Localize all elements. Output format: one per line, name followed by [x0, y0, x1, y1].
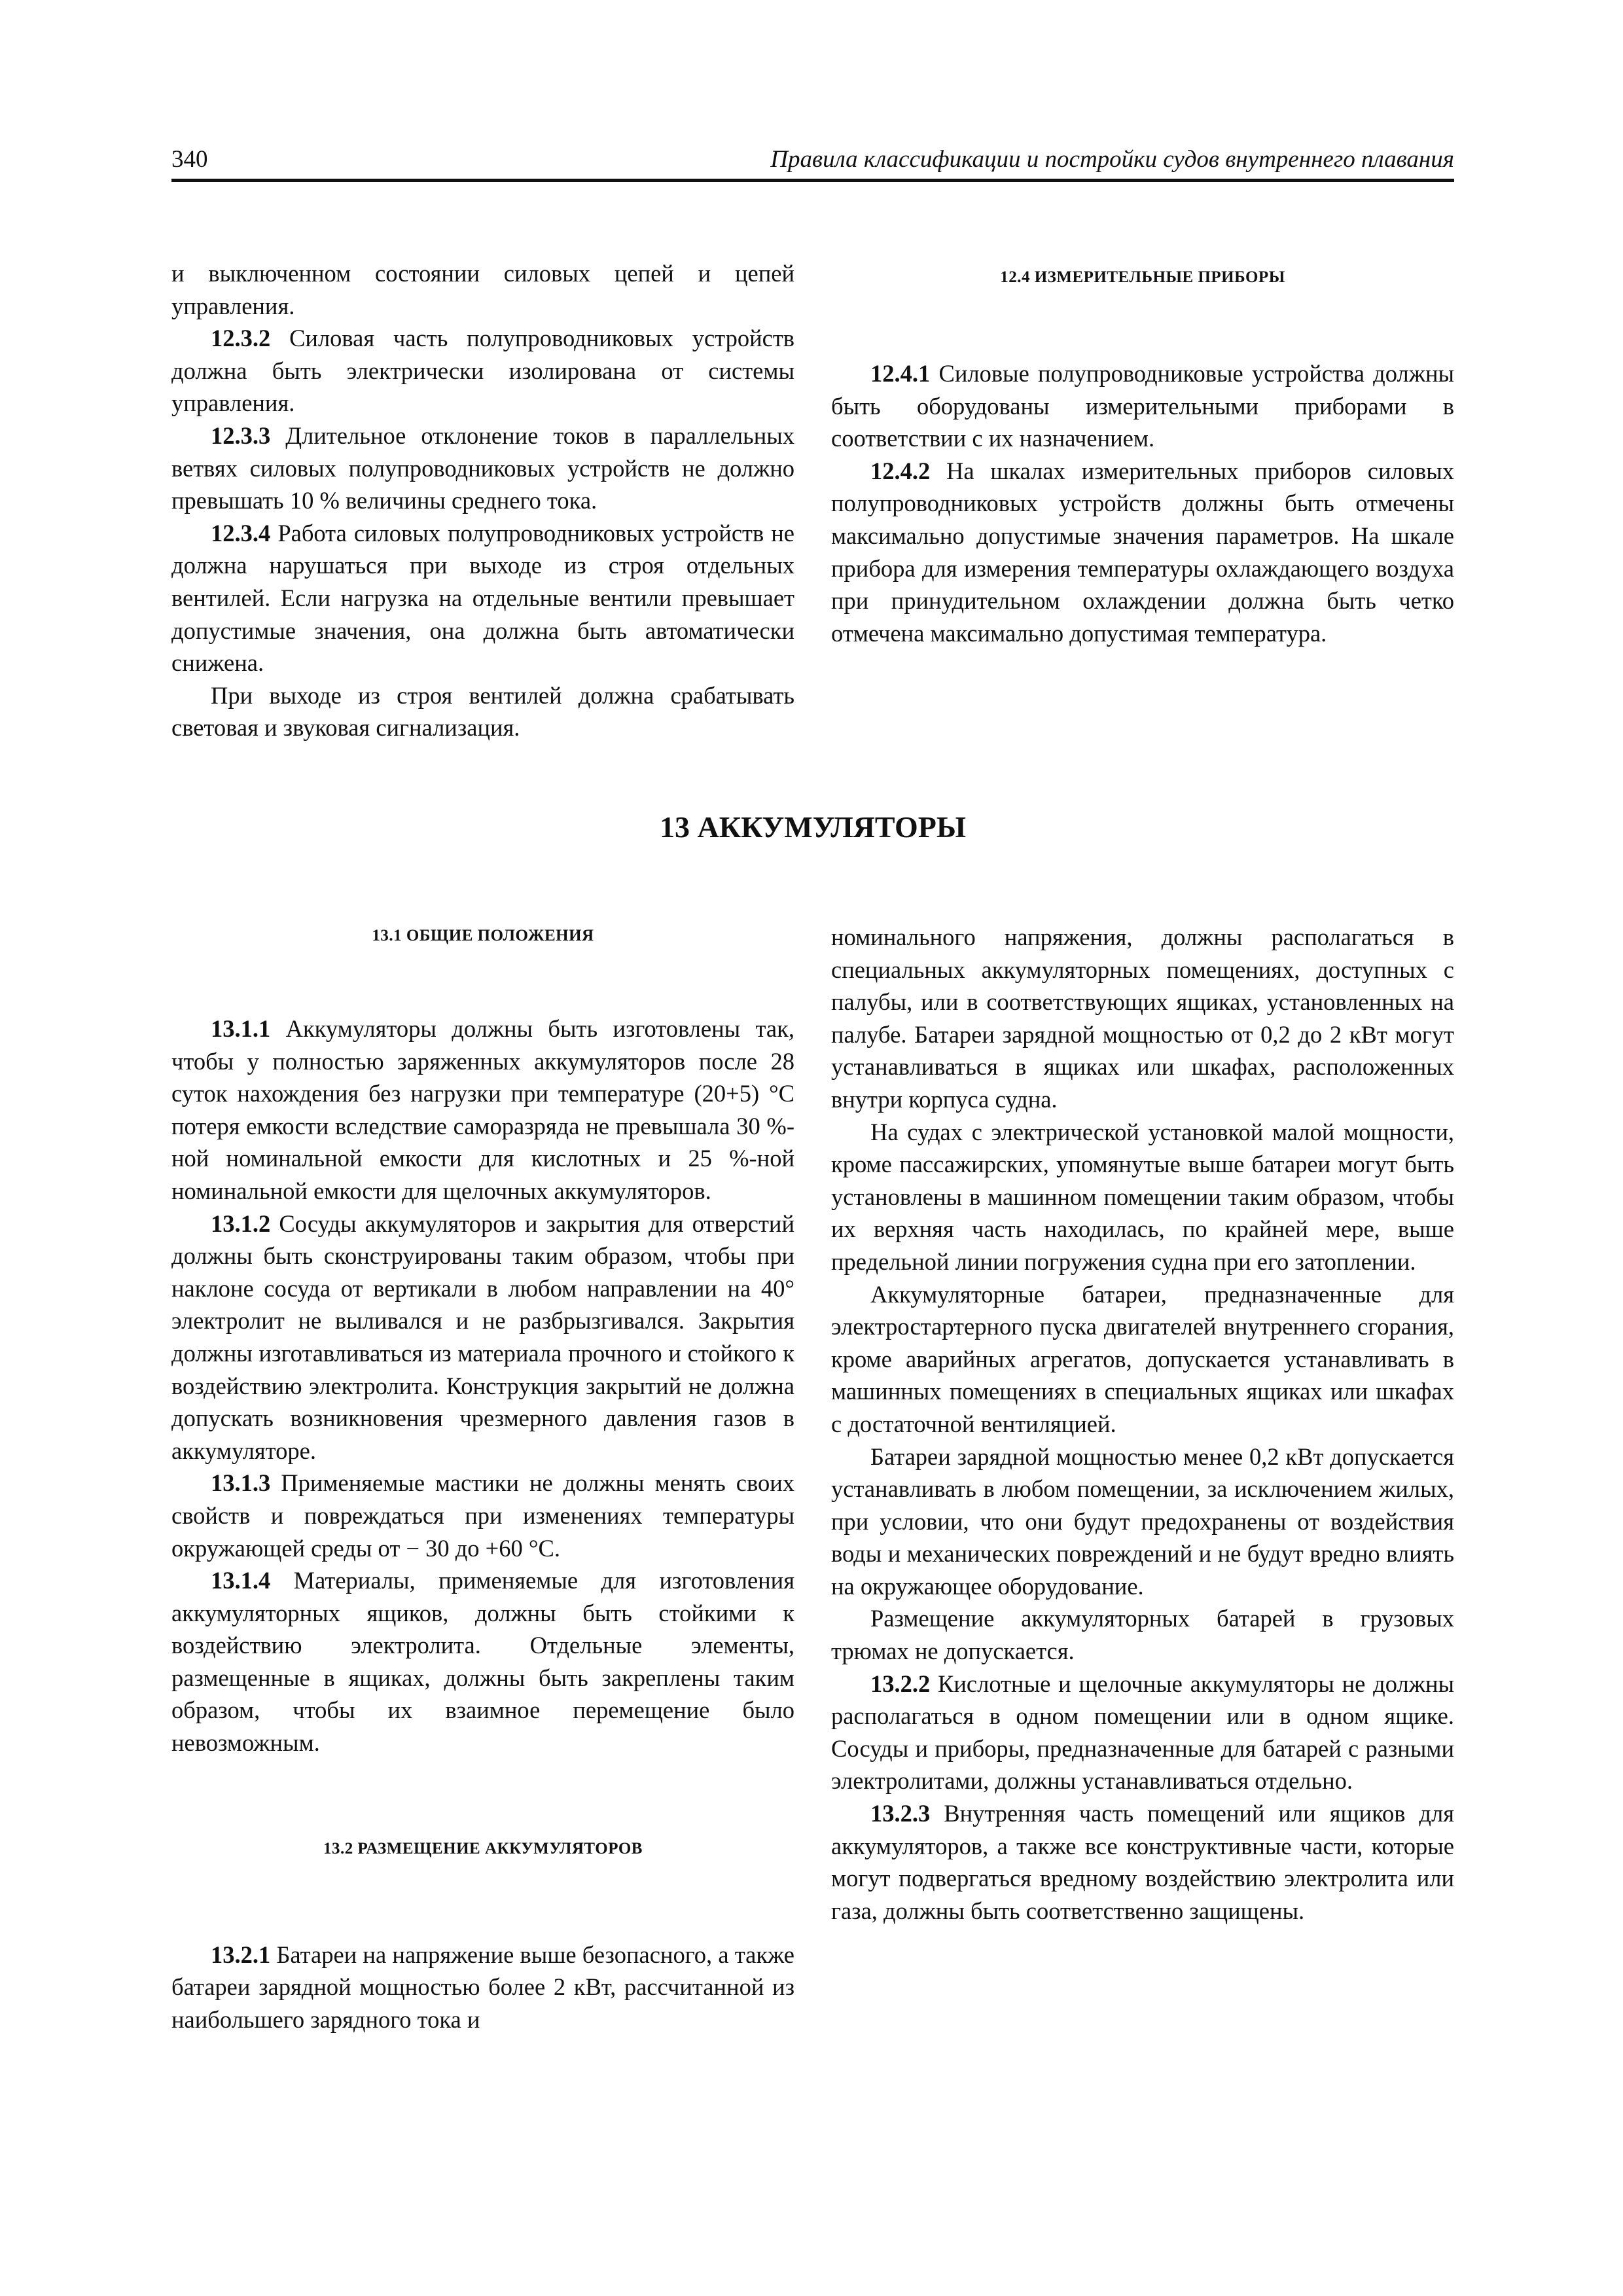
paragraph-12-4-1: 12.4.1 Силовые полупроводниковые устройства должны быть оборудованы измерительными приборами в соответствии с их назначением.: [831, 360, 1454, 452]
paragraph: номинального напряжения, должны располагаться в специальных аккумуляторных помещениях, доступных с палубы, или в соответствующих ящиках, установленных на палубе. Батареи зарядной мощностью от 0,2 до 2 кВт могут устанавливаться в ящиках или шкафах, расположенных внутри корпуса судна.: [831, 924, 1454, 1113]
paragraph-13-1-3: 13.1.3 Применяемые мастики не должны менять своих свойств и повреждаться при изменениях температуры окружающей среды от − 30 до +60 °С.: [171, 1469, 794, 1562]
bottom-left-column: [171, 921, 794, 2036]
page-number: 340: [171, 146, 208, 173]
clause-number: 13.1.4: [211, 1567, 271, 1594]
paragraph-13-2-1: 13.2.1 Батареи на напряжение выше безопасного, а также батареи зарядной мощностью более 2 кВт, рассчитанной из наибольшего зарядного тока и: [171, 1941, 794, 2033]
clause-number: 13.1.1: [211, 1015, 271, 1042]
paragraph-13-1-4: 13.1.4 Материалы, применяемые для изготовления аккумуляторных ящиков, должны быть стойкими к воздействию электролита. Отдельные элементы, размещенные в ящиках, должны быть закреплены таким образом, чтобы их взаимное перемещение было невозможным.: [171, 1567, 794, 1757]
clause-number: 12.3.4: [211, 519, 271, 547]
clause-number: 12.4.2: [870, 457, 931, 484]
paragraph: и выключенном состоянии силовых цепей и цепей управления.: [171, 260, 794, 319]
clause-number: 13.2.3: [870, 1800, 931, 1827]
clause-number: 13.1.3: [211, 1469, 271, 1497]
paragraph: Размещение аккумуляторных батарей в грузовых трюмах не допускается.: [831, 1605, 1454, 1665]
paragraph-12-3-2: 12.3.2 Силовая часть полупроводниковых устройств должна быть электрически изолирована от системы управления.: [171, 325, 795, 417]
chapter-title: 13 АККУМУЛЯТОРЫ: [660, 810, 966, 844]
paragraph-12-4-2: 12.4.2 На шкалах измерительных приборов силовых полупроводниковых устройств должны быть отмечены максимально допустимые значения параметров. На шкале прибора для измерения температуры охлаждающего воздуха при принудительном охлаждении должна быть четко отмечена максимально допустимая температура.: [831, 457, 1454, 647]
paragraph: Аккумуляторные батареи, предназначенные для электростартерного пуска двигателей внутреннего сгорания, кроме аварийных агрегатов, допускается устанавливать в машинных помещениях в специальных ящиках или шкафах с достаточной вентиляцией.: [831, 1280, 1454, 1437]
paragraph-13-2-3: 13.2.3 Внутренняя часть помещений или ящиков для аккумуляторов, а также все конструктивные части, которые могут подвергаться вредному воздействию электролита или газа, должны быть соответственно защищены.: [831, 1800, 1455, 1924]
top-left-column: [171, 257, 794, 744]
paragraph-12-3-4: 12.3.4 Работа силовых полупроводниковых устройств не должна нарушаться при выходе из строя отдельных вентилей. Если нагрузка на отдельные вентили превышает допустимые значения, она должна быть автоматически снижена.: [171, 519, 795, 677]
section-heading-12-4: 12.4 ИЗМЕРИТЕЛЬНЫЕ ПРИБОРЫ: [1000, 268, 1285, 286]
clause-number: 13.2.2: [870, 1670, 931, 1697]
running-title: Правила классификации и постройки судов внутреннего плавания: [770, 146, 1454, 173]
paragraph: Батареи зарядной мощностью менее 0,2 кВт допускается устанавливать в любом помещении, за исключением жилых, при условии, что они будут предохранены от воздействия воды и механических повреждений и не будут вредно влиять на окружающее оборудование.: [831, 1443, 1454, 1600]
top-right-column: [831, 257, 1454, 649]
section-heading-13-2: 13.2 РАЗМЕЩЕНИЕ АККУМУЛЯТОРОВ: [323, 1839, 643, 1857]
paragraph-13-1-1: 13.1.1 Аккумуляторы должны быть изготовлены так, чтобы у полностью заряженных аккумуляторов после 28 суток нахождения без нагрузки при температуре (20+5) °С потеря емкости вследствие саморазряда не превышала 30 %-ной номинальной емкости для кислотных и 25 %-ной номинальной емкости для щелочных аккумуляторов.: [171, 1015, 794, 1204]
paragraph-13-2-2: 13.2.2 Кислотные и щелочные аккумуляторы не должны располагаться в одном помещении или в одном ящике. Сосуды и приборы, предназначенные для батарей с разными электролитами, должны устанавливаться отдельно.: [831, 1670, 1454, 1795]
paragraph-13-1-2: 13.1.2 Сосуды аккумуляторов и закрытия для отверстий должны быть сконструированы таким образом, чтобы при наклоне сосуда от вертикали в любом направлении на 40° электролит не выливался и не разбрызгивался. Закрытия должны изготавливаться из материала прочного и стойкого к воздействию электролита. Конструкция закрытий не должна допускать возникновения чрезмерного давления газов в аккумуляторе.: [171, 1210, 794, 1464]
section-heading-13-1: 13.1 ОБЩИЕ ПОЛОЖЕНИЯ: [372, 927, 594, 944]
paragraph-12-3-3: 12.3.3 Длительное отклонение токов в параллельных ветвях силовых полупроводниковых устройств не должно превышать 10 % величины среднего тока.: [171, 422, 795, 514]
paragraph: При выходе из строя вентилей должна срабатывать световая и звуковая сигнализация.: [171, 681, 794, 742]
page-header: [171, 141, 1454, 182]
clause-number: 12.3.2: [211, 325, 271, 352]
clause-number: 13.2.1: [211, 1941, 271, 1968]
paragraph: На судах с электрической установкой малой мощности, кроме пассажирских, упомянутые выше батареи могут быть установлены в машинном помещении таким образом, чтобы их верхняя часть находилась, по крайней мере, выше предельной линии погружения судна при его затоплении.: [831, 1118, 1454, 1275]
clause-number: 12.4.1: [870, 360, 931, 387]
clause-number: 13.1.2: [211, 1210, 271, 1237]
bottom-right-column: [831, 921, 1454, 1927]
clause-number: 12.3.3: [211, 422, 271, 449]
